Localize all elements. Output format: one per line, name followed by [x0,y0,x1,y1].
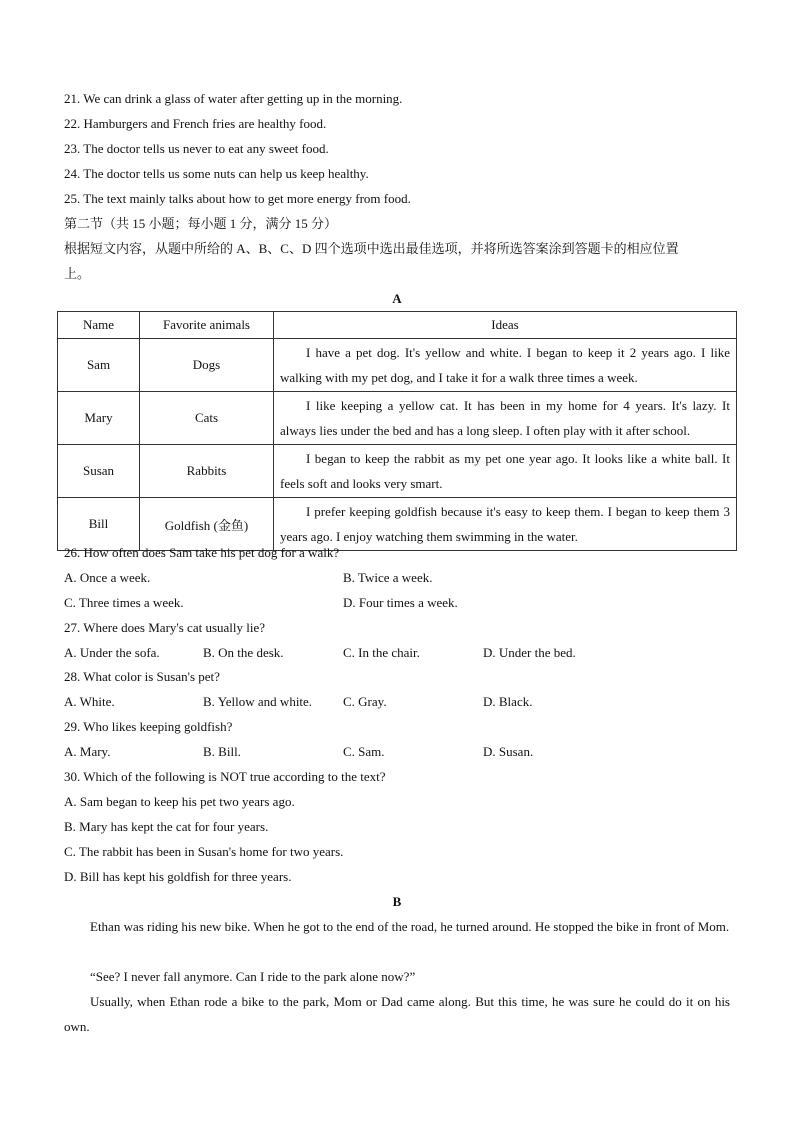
table-row [58,392,737,445]
q28-option-b[interactable]: B. Yellow and white. [203,694,313,709]
q29-option-b[interactable]: B. Bill. [203,744,241,759]
q29-option-d[interactable]: D. Susan. [483,744,534,759]
q28-option-d[interactable]: D. Black. [483,694,533,709]
statement-22: 22. Hamburgers and French fries are healthy food. [64,116,327,131]
q26-option-b[interactable]: B. Twice a week. [343,570,433,585]
table-header-row [58,312,737,339]
cell-idea: I prefer keeping goldfish because it's easy to keep them. I began to keep them 3 years ago. I enjoy watching them swimming in the water. [274,498,737,551]
q30-option-c[interactable]: C. The rabbit has been in Susan's home for two years. [64,844,344,859]
q27-option-c[interactable]: C. In the chair. [343,645,420,660]
passage-b-paragraph: Usually, when Ethan rode a bike to the park, Mom or Dad came along. But this time, he was sure he could do it on his own. [64,994,730,1034]
header-name: Name [58,312,140,339]
q26-option-d[interactable]: D. Four times a week. [343,595,458,610]
table-row [58,339,737,392]
q30-option-b[interactable]: B. Mary has kept the cat for four years. [64,819,269,834]
cell-idea: I have a pet dog. It's yellow and white. I began to keep it 2 years ago. I like walking with my pet dog, and I take it for a walk three times a week. [274,339,737,392]
cell-idea: I like keeping a yellow cat. It has been in my home for 4 years. It's lazy. It always lies under the bed and has a long sleep. I often play with it after school. [274,392,737,445]
q26-option-a[interactable]: A. Once a week. [64,570,151,585]
q30-option-d[interactable]: D. Bill has kept his goldfish for three years. [64,869,292,884]
cell-animal: Rabbits [140,445,274,498]
q26-option-c[interactable]: C. Three times a week. [64,595,184,610]
cell-animal: Cats [140,392,274,445]
q28-option-a[interactable]: A. White. [64,694,115,709]
pets-table [57,311,737,551]
passage-b-paragraph: Ethan was riding his new bike. When he got to the end of the road, he turned around. He stopped the bike in front of Mom. [90,919,730,934]
cell-name: Bill [58,498,140,551]
statement-21: 21. We can drink a glass of water after getting up in the morning. [64,91,403,106]
cell-name: Sam [58,339,140,392]
cell-animal: Dogs [140,339,274,392]
q28-option-c[interactable]: C. Gray. [343,694,387,709]
section-instruction: 根据短文内容，从题中所给的 A、B、C、D 四个选项中选出最佳选项，并将所选答案涂到答题卡的相应位置 [64,241,679,256]
section-instruction-cont: 上。 [64,266,91,281]
cell-idea: I began to keep the rabbit as my pet one year ago. It looks like a white ball. It feels soft and looks very smart. [274,445,737,498]
question-29: 29. Who likes keeping goldfish? [64,719,233,734]
statement-23: 23. The doctor tells us never to eat any sweet food. [64,141,329,156]
cell-name: Susan [58,445,140,498]
section-heading: 第二节（共 15 小题；每小题 1 分，满分 15 分） [64,216,338,231]
q29-option-a[interactable]: A. Mary. [64,744,111,759]
table-row [58,445,737,498]
q29-option-c[interactable]: C. Sam. [343,744,385,759]
passage-a-label: A [392,291,402,306]
statement-25: 25. The text mainly talks about how to get more energy from food. [64,191,411,206]
table-row [58,498,737,551]
q30-option-a[interactable]: A. Sam began to keep his pet two years ago. [64,794,295,809]
passage-b-label: B [392,894,402,909]
q27-option-a[interactable]: A. Under the sofa. [64,645,160,660]
question-28: 28. What color is Susan's pet? [64,669,220,684]
q27-option-d[interactable]: D. Under the bed. [483,645,576,660]
cell-animal: Goldfish (金鱼) [140,498,274,551]
header-favorite-animals: Favorite animals [140,312,274,339]
statement-24: 24. The doctor tells us some nuts can help us keep healthy. [64,166,369,181]
passage-b-paragraph: “See? I never fall anymore. Can I ride to the park alone now?” [90,969,416,984]
cell-name: Mary [58,392,140,445]
question-30: 30. Which of the following is NOT true according to the text? [64,769,386,784]
q27-option-b[interactable]: B. On the desk. [203,645,284,660]
header-ideas: Ideas [274,312,737,339]
question-26: 26. How often does Sam take his pet dog for a walk? [64,545,340,560]
question-27: 27. Where does Mary's cat usually lie? [64,620,266,635]
